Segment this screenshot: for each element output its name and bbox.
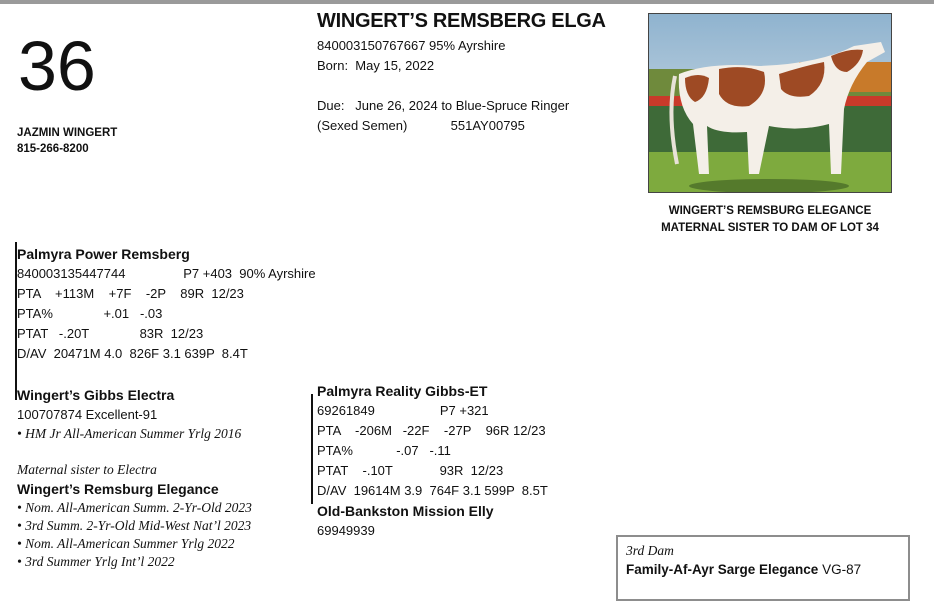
consignor-name: JAZMIN WINGERT (17, 127, 118, 139)
sister-honor: • Nom. All-American Summer Yrlg 2022 (17, 536, 235, 551)
maternal-grandsire-line: PTA% -.07 -.11 (317, 443, 451, 458)
maternal-grandsire-bracket (311, 394, 313, 504)
maternal-grandsire-name: Palmyra Reality Gibbs-ET (317, 383, 488, 399)
sire-line: D/AV 20471M 4.0 826F 3.1 639P 8.4T (17, 346, 248, 361)
third-dam-name: Family-Af-Ayr Sarge Elegance (626, 562, 819, 577)
third-dam-entry (626, 560, 900, 580)
photo-caption (648, 203, 892, 237)
animal-name: WINGERT’S REMSBERG ELGA (317, 10, 606, 32)
sire-block (17, 244, 316, 364)
maternal-grandsire-line: PTA -206M -22F -27P 96R 12/23 (317, 423, 546, 438)
sister-honor: • Nom. All-American Summ. 2-Yr-Old 2023 (17, 500, 252, 515)
sire-line: PTA% +.01 -.03 (17, 306, 163, 321)
maternal-grandsire-block (317, 381, 548, 541)
sire-line: PTAT -.20T 83R 12/23 (17, 326, 204, 341)
consignor-phone: 815-266-8200 (17, 143, 89, 155)
sire-line: PTA +113M +7F -2P 89R 12/23 (17, 286, 244, 301)
sister-name: Wingert’s Remsburg Elegance (17, 481, 219, 497)
animal-due: Due: June 26, 2024 to Blue-Spruce Ringer (317, 98, 570, 113)
photo-caption-subtitle: MATERNAL SISTER TO DAM OF LOT 34 (661, 222, 879, 234)
third-dam-box (616, 535, 910, 601)
animal-born: Born: May 15, 2022 (317, 58, 435, 73)
sister-honor: • 3rd Summer Yrlg Int’l 2022 (17, 554, 175, 569)
sister-block (17, 461, 252, 571)
animal-due-service: (Sexed Semen) 551AY00795 (317, 118, 525, 133)
animal-info (317, 36, 569, 136)
maternal-grandsire-line: 69261849 P7 +321 (317, 403, 489, 418)
granddam-registration: 69949939 (317, 523, 375, 538)
sister-note: Maternal sister to Electra (17, 462, 157, 477)
maternal-grandsire-line: D/AV 19614M 3.9 764F 3.1 599P 8.5T (317, 483, 548, 498)
consignor-block (17, 125, 117, 157)
animal-registration: 840003150767667 95% Ayrshire (317, 38, 506, 53)
cow-photo (648, 13, 892, 193)
maternal-grandsire-line: PTAT -.10T 93R 12/23 (317, 463, 504, 478)
top-rule (0, 0, 934, 4)
photo-caption-title: WINGERT’S REMSBURG ELEGANCE (668, 205, 872, 217)
cow-photo-icon (649, 14, 892, 193)
third-dam-label: 3rd Dam (626, 543, 674, 558)
sire-line: 840003135447744 P7 +403 90% Ayrshire (17, 266, 316, 281)
dam-block (17, 385, 241, 443)
third-dam-score: VG-87 (818, 562, 862, 577)
dam-registration: 100707874 Excellent-91 (17, 407, 158, 422)
dam-name: Wingert’s Gibbs Electra (17, 387, 175, 403)
lot-number: 36 (18, 27, 96, 105)
sire-name: Palmyra Power Remsberg (17, 246, 190, 262)
dam-honor: • HM Jr All-American Summer Yrlg 2016 (17, 426, 242, 441)
sister-honor: • 3rd Summ. 2-Yr-Old Mid-West Nat’l 2023 (17, 518, 252, 533)
granddam-name: Old-Bankston Mission Elly (317, 503, 494, 519)
